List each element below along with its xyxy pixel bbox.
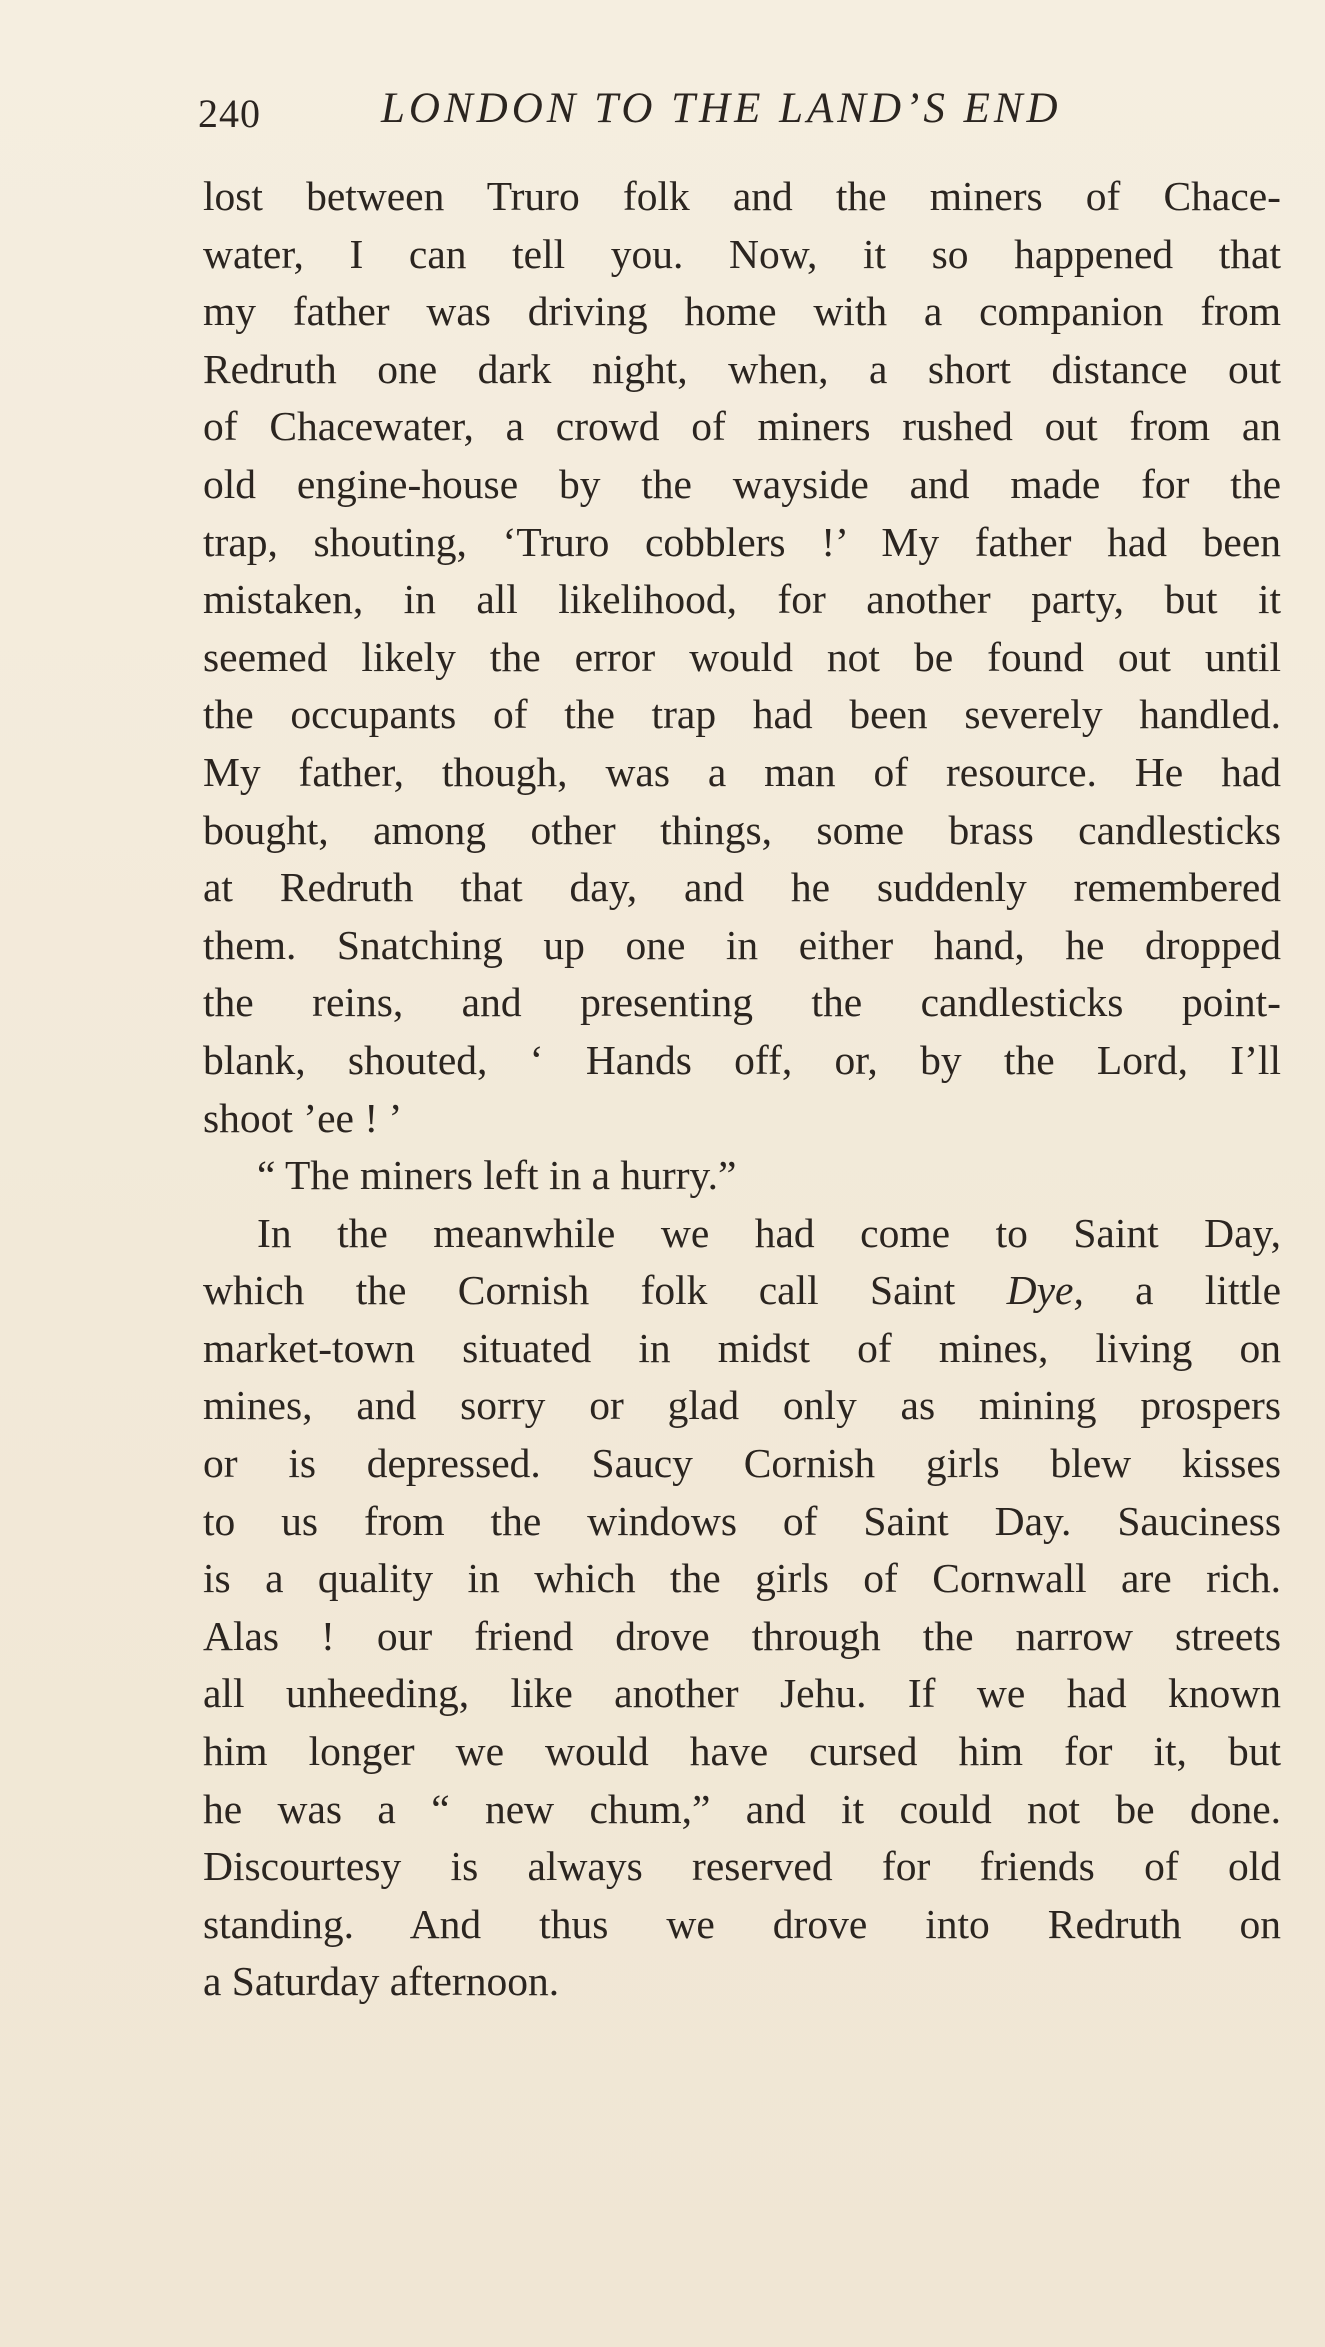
italic-word: Dye, — [1006, 1267, 1084, 1314]
text-line: a Saturday afternoon. — [203, 1958, 560, 2005]
text-line: all unheeding, like another Jehu. If we had known — [203, 1670, 1281, 1717]
text-line: to us from the windows of Saint Day. Sauciness — [203, 1497, 1281, 1544]
text-line: “ The miners left in a hurry.” — [257, 1152, 737, 1199]
text-line: old engine-house by the wayside and made for the — [203, 460, 1281, 507]
running-title: LONDON TO THE LAND’S END — [381, 85, 1062, 132]
text-line: mines, and sorry or glad only as mining prospers — [203, 1382, 1281, 1429]
text-line: Alas ! our friend drove through the narrow streets — [203, 1612, 1281, 1659]
text-line: Discourtesy is always reserved for friends of old — [203, 1843, 1281, 1890]
text-line: mistaken, in all likelihood, for another party, but it — [203, 576, 1281, 623]
text-line: or is depressed. Saucy Cornish girls blew kisses — [203, 1440, 1281, 1487]
text-segment: which the Cornish folk call Saint — [203, 1267, 1007, 1314]
text-line: is a quality in which the girls of Cornwall are rich. — [203, 1555, 1281, 1602]
running-header — [198, 84, 1278, 144]
text-line: blank, shouted, ‘ Hands off, or, by the Lord, I’ll — [203, 1036, 1281, 1083]
text-line: seemed likely the error would not be found out until — [203, 633, 1281, 680]
text-line: market-town situated in midst of mines, living on — [203, 1324, 1281, 1371]
text-segment: a little — [1083, 1267, 1281, 1314]
text-line: Redruth one dark night, when, a short distance out — [203, 345, 1281, 392]
text-line: them. Snatching up one in either hand, he dropped — [203, 921, 1281, 968]
text-line: he was a “ new chum,” and it could not be done. — [203, 1785, 1281, 1832]
text-line: bought, among other things, some brass candlesticks — [203, 806, 1281, 853]
text-line: My father, though, was a man of resource. He had — [203, 748, 1281, 795]
text-line: trap, shouting, ‘Truro cobblers !’ My father had been — [203, 518, 1281, 565]
text-line: the reins, and presenting the candlesticks point- — [203, 979, 1281, 1026]
text-line: my father was driving home with a companion from — [203, 288, 1281, 335]
text-line: In the meanwhile we had come to Saint Day, — [257, 1209, 1281, 1256]
text-line: water, I can tell you. Now, it so happened that — [203, 230, 1281, 277]
text-line: standing. And thus we drove into Redruth on — [203, 1900, 1281, 1947]
body-text — [203, 168, 1281, 2011]
page-number: 240 — [198, 91, 261, 136]
text-line: shoot ’ee ! ’ — [203, 1094, 403, 1141]
text-line: the occupants of the trap had been severely handled. — [203, 691, 1281, 738]
text-line: him longer we would have cursed him for it, but — [203, 1728, 1281, 1775]
text-line-with-italic — [203, 1262, 1281, 1320]
text-line: lost between Truro folk and the miners of Chace- — [203, 173, 1281, 219]
text-line: of Chacewater, a crowd of miners rushed out from an — [203, 403, 1281, 450]
text-line: at Redruth that day, and he suddenly remembered — [203, 864, 1281, 911]
